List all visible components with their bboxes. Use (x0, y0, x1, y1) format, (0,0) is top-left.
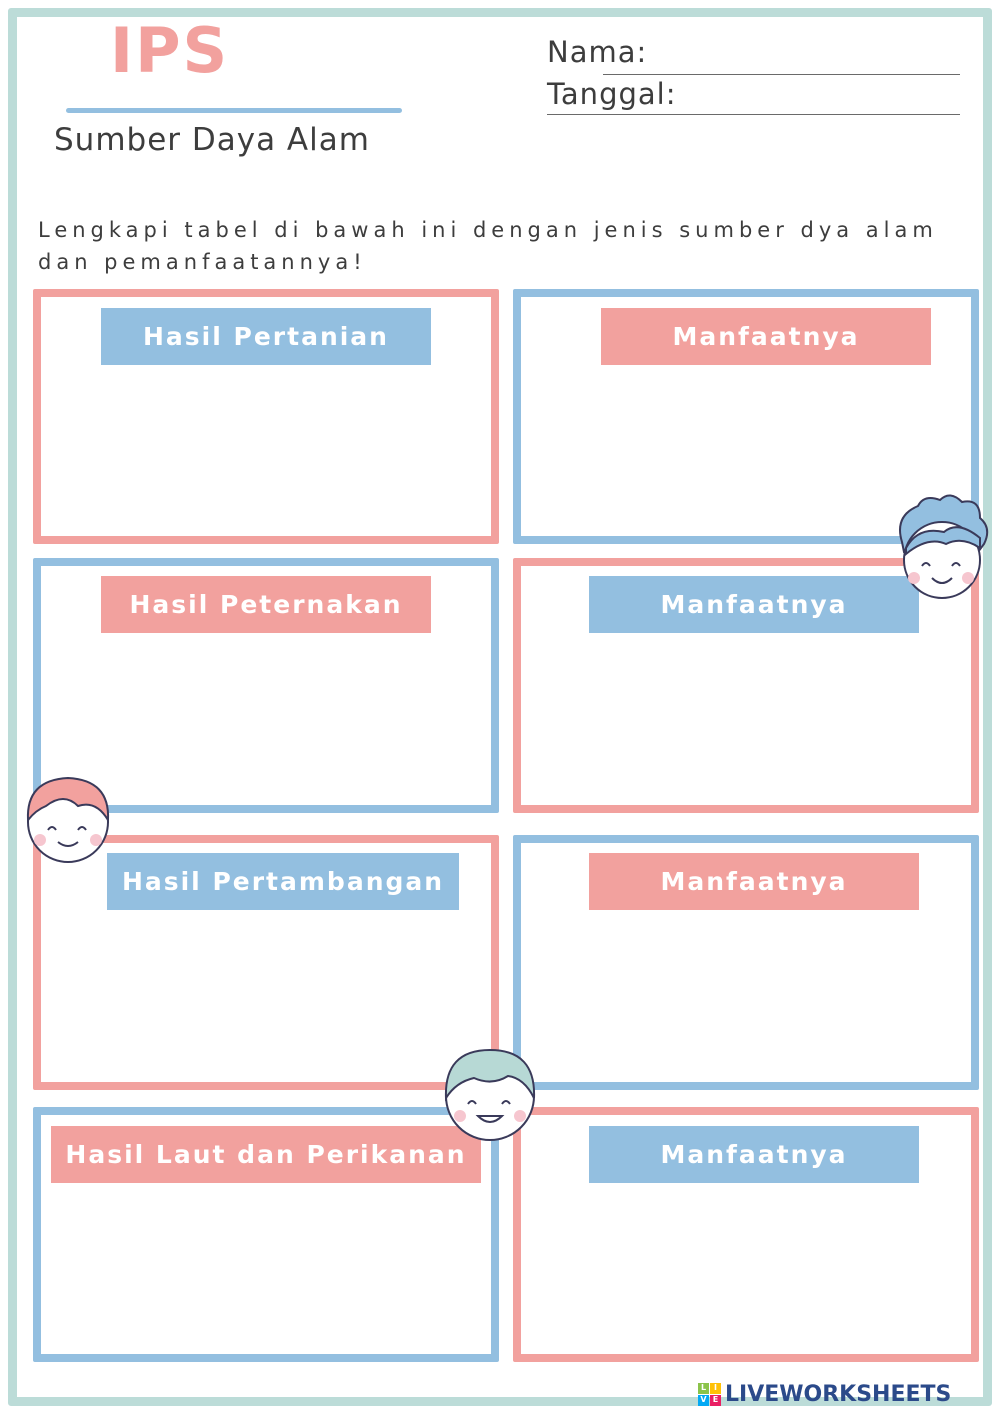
name-label: Nama: (547, 35, 648, 69)
category-label-1: Hasil Pertanian (101, 308, 431, 365)
name-field[interactable] (603, 74, 960, 75)
benefit-label-3: Manfaatnya (589, 853, 919, 910)
liveworksheets-brand[interactable] (698, 1380, 951, 1408)
date-field[interactable] (547, 114, 960, 115)
benefit-label-1: Manfaatnya (601, 308, 931, 365)
category-label-3: Hasil Pertambangan (107, 853, 459, 910)
title-underline (66, 108, 402, 113)
category-label-4: Hasil Laut dan Perikanan (51, 1126, 481, 1183)
page-subtitle: Sumber Daya Alam (54, 122, 370, 158)
benefit-label-2: Manfaatnya (589, 576, 919, 633)
date-label: Tanggal: (547, 77, 677, 111)
benefit-label-4: Manfaatnya (589, 1126, 919, 1183)
liveworksheets-text: LIVEWORKSHEETS (725, 1381, 952, 1407)
category-label-2: Hasil Peternakan (101, 576, 431, 633)
page-title: IPS (110, 14, 230, 87)
teal-hair-girl-face (436, 1042, 544, 1144)
instruction-text: Lengkapi tabel di bawah ini dengan jenis sumber dya alam dan pemanfaatannya! (38, 218, 938, 274)
liveworksheets-logo-icon: L I V E (698, 1383, 721, 1406)
orange-hair-boy-face (20, 770, 116, 866)
blue-hair-boy-face (888, 492, 992, 612)
